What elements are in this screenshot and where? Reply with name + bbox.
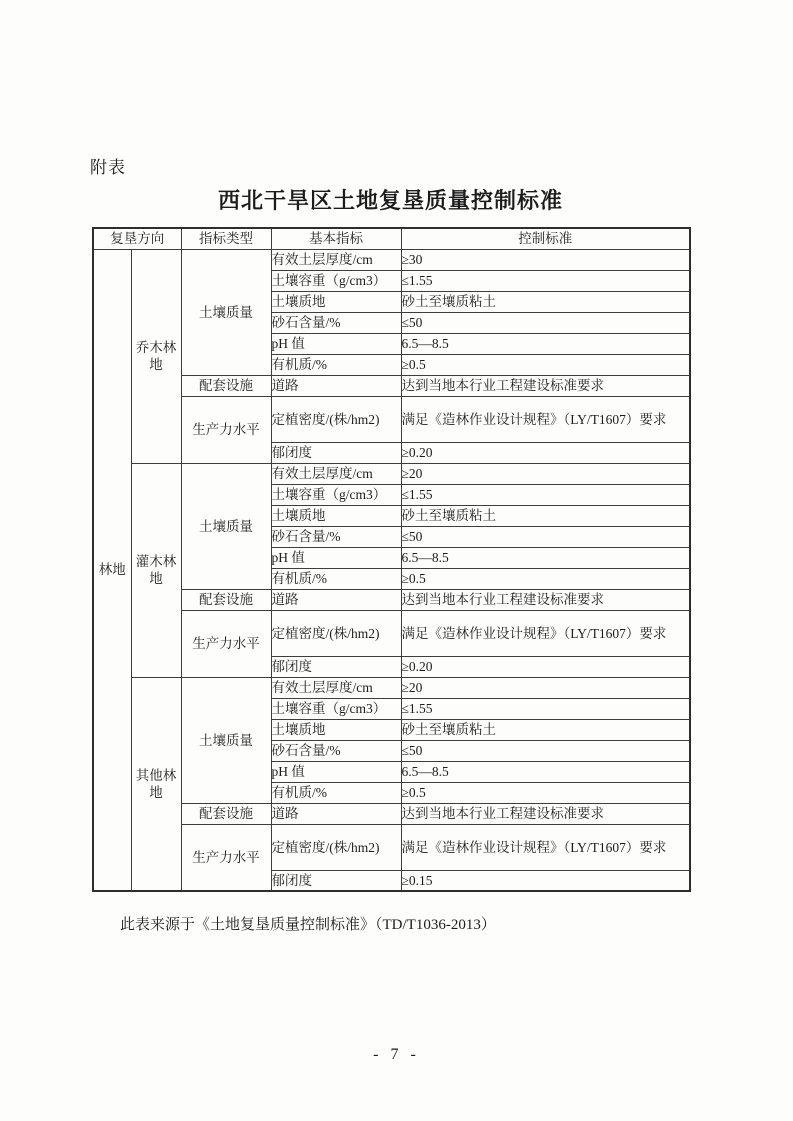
indicator-type-cell: 生产力水平: [181, 610, 271, 677]
subtype-cell: 乔木林地: [131, 249, 181, 463]
indicator-type-cell: 配套设施: [181, 589, 271, 610]
basic-indicator-cell: pH 值: [271, 547, 401, 568]
basic-indicator-cell: pH 值: [271, 333, 401, 354]
basic-indicator-cell: 有效土层厚度/cm: [271, 249, 401, 270]
table-row: [93, 803, 690, 824]
basic-indicator-cell: 郁闭度: [271, 442, 401, 463]
header-direction: 复垦方向: [93, 228, 181, 249]
control-standard-cell: 6.5—8.5: [401, 547, 690, 568]
control-standard-cell: ≥0.5: [401, 568, 690, 589]
control-standard-cell: 砂土至壤质粘土: [401, 719, 690, 740]
table-row: [93, 375, 690, 396]
direction-cell: 林地: [93, 249, 131, 891]
control-standard-cell: ≥30: [401, 249, 690, 270]
subtype-cell: 灌木林地: [131, 463, 181, 677]
basic-indicator-cell: 砂石含量/%: [271, 740, 401, 761]
control-standard-cell: ≥0.20: [401, 442, 690, 463]
reclamation-standards-table: [92, 227, 691, 892]
basic-indicator-cell: 道路: [271, 803, 401, 824]
control-standard-cell: ≥20: [401, 677, 690, 698]
control-standard-cell: ≥0.5: [401, 354, 690, 375]
control-standard-cell: ≤50: [401, 312, 690, 333]
indicator-type-cell: 配套设施: [181, 803, 271, 824]
basic-indicator-cell: pH 值: [271, 761, 401, 782]
indicator-type-cell: 土壤质量: [181, 463, 271, 589]
basic-indicator-cell: 有效土层厚度/cm: [271, 677, 401, 698]
basic-indicator-cell: 有效土层厚度/cm: [271, 463, 401, 484]
control-standard-cell: ≤1.55: [401, 698, 690, 719]
table-row: [93, 463, 690, 484]
indicator-type-cell: 配套设施: [181, 375, 271, 396]
control-standard-cell: 砂土至壤质粘土: [401, 505, 690, 526]
basic-indicator-cell: 土壤质地: [271, 291, 401, 312]
basic-indicator-cell: 有机质/%: [271, 354, 401, 375]
control-standard-cell: 6.5—8.5: [401, 333, 690, 354]
table-row: [93, 589, 690, 610]
control-standard-cell: 砂土至壤质粘土: [401, 291, 690, 312]
header-control-standard: 控制标准: [401, 228, 690, 249]
source-note: 此表来源于《土地复垦质量控制标准》（TD/T1036-2013）: [120, 917, 496, 933]
table-row: [93, 396, 690, 442]
basic-indicator-cell: 有机质/%: [271, 782, 401, 803]
indicator-type-cell: 生产力水平: [181, 824, 271, 891]
control-standard-cell: 满足《造林作业设计规程》（LY/T1607）要求: [401, 824, 690, 870]
control-standard-cell: ≥0.15: [401, 870, 690, 891]
control-standard-cell: ≤50: [401, 740, 690, 761]
basic-indicator-cell: 土壤容重（g/cm3）: [271, 484, 401, 505]
basic-indicator-cell: 土壤质地: [271, 719, 401, 740]
control-standard-cell: ≥20: [401, 463, 690, 484]
basic-indicator-cell: 定植密度/(株/hm2): [271, 610, 401, 656]
basic-indicator-cell: 定植密度/(株/hm2): [271, 396, 401, 442]
control-standard-cell: ≤1.55: [401, 484, 690, 505]
document-title: 西北干旱区土地复垦质量控制标准: [217, 188, 563, 213]
table-row: [93, 610, 690, 656]
control-standard-cell: 满足《造林作业设计规程》（LY/T1607）要求: [401, 396, 690, 442]
indicator-type-cell: 土壤质量: [181, 677, 271, 803]
basic-indicator-cell: 道路: [271, 375, 401, 396]
control-standard-cell: 达到当地本行业工程建设标准要求: [401, 589, 690, 610]
table-header-row: [93, 228, 690, 249]
page-number: - 7 -: [373, 1046, 420, 1063]
annex-label: 附表: [90, 158, 126, 177]
basic-indicator-cell: 有机质/%: [271, 568, 401, 589]
control-standard-cell: ≥0.20: [401, 656, 690, 677]
control-standard-cell: 6.5—8.5: [401, 761, 690, 782]
table-row: [93, 824, 690, 870]
basic-indicator-cell: 砂石含量/%: [271, 526, 401, 547]
basic-indicator-cell: 道路: [271, 589, 401, 610]
basic-indicator-cell: 土壤容重（g/cm3）: [271, 698, 401, 719]
control-standard-cell: 满足《造林作业设计规程》（LY/T1607）要求: [401, 610, 690, 656]
indicator-type-cell: 生产力水平: [181, 396, 271, 463]
subtype-cell: 其他林地: [131, 677, 181, 891]
control-standard-cell: 达到当地本行业工程建设标准要求: [401, 375, 690, 396]
control-standard-cell: ≥0.5: [401, 782, 690, 803]
basic-indicator-cell: 砂石含量/%: [271, 312, 401, 333]
control-standard-cell: ≤50: [401, 526, 690, 547]
basic-indicator-cell: 土壤质地: [271, 505, 401, 526]
header-basic-indicator: 基本指标: [271, 228, 401, 249]
control-standard-cell: ≤1.55: [401, 270, 690, 291]
table-row: [93, 249, 690, 270]
basic-indicator-cell: 定植密度/(株/hm2): [271, 824, 401, 870]
basic-indicator-cell: 土壤容重（g/cm3）: [271, 270, 401, 291]
indicator-type-cell: 土壤质量: [181, 249, 271, 375]
table-row: [93, 677, 690, 698]
basic-indicator-cell: 郁闭度: [271, 656, 401, 677]
header-indicator-type: 指标类型: [181, 228, 271, 249]
basic-indicator-cell: 郁闭度: [271, 870, 401, 891]
control-standard-cell: 达到当地本行业工程建设标准要求: [401, 803, 690, 824]
